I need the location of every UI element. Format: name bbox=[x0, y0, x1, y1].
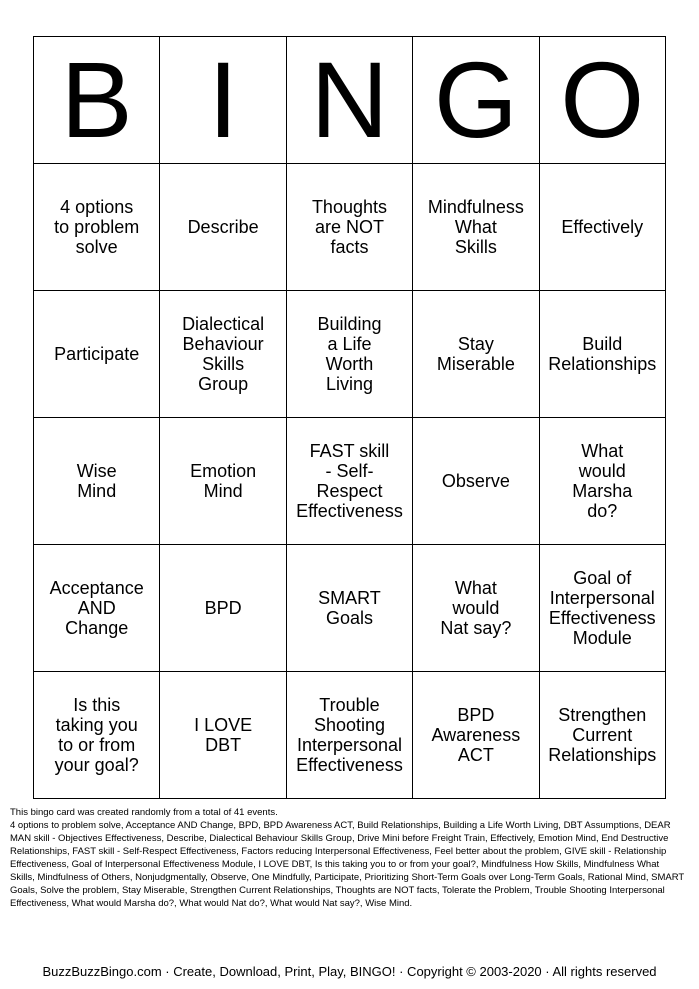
bingo-cell-line: Miserable bbox=[436, 354, 515, 374]
bingo-cell bbox=[413, 164, 539, 291]
bingo-cell bbox=[34, 672, 160, 799]
bingo-cell-line: Effectiveness bbox=[296, 501, 403, 521]
bingo-cell-line: - Self-Respect bbox=[316, 461, 383, 501]
bingo-cell-line: would bbox=[452, 598, 500, 618]
bingo-cell bbox=[34, 545, 160, 672]
bingo-cell-line: Participate bbox=[54, 344, 140, 364]
bingo-cell-line: solve bbox=[75, 237, 118, 257]
bingo-cell-line: Relationships bbox=[548, 745, 657, 765]
bingo-cell-line: would bbox=[578, 461, 626, 481]
bingo-cell bbox=[286, 291, 412, 418]
bingo-cell bbox=[160, 418, 286, 545]
footnote-summary: This bingo card was created randomly from a total of 41 events. bbox=[10, 807, 278, 818]
bingo-cell-line: a Life bbox=[327, 334, 372, 354]
bingo-cell-line: Build bbox=[582, 334, 623, 354]
bingo-cell-line: Module bbox=[572, 628, 632, 648]
bingo-cell-line: Mindfulness bbox=[427, 197, 524, 217]
header-letter-g: G bbox=[413, 37, 539, 164]
bingo-cell-line: your goal? bbox=[54, 755, 139, 775]
bingo-row-3 bbox=[34, 418, 666, 545]
bingo-cell bbox=[34, 418, 160, 545]
bingo-cell-line: BPD bbox=[457, 705, 495, 725]
bingo-cell-line: I LOVE bbox=[194, 715, 253, 735]
bingo-cell-line: Shooting bbox=[313, 715, 385, 735]
bingo-row-2 bbox=[34, 291, 666, 418]
bingo-cell bbox=[286, 418, 412, 545]
bingo-cell-line: to or from bbox=[58, 735, 136, 755]
bingo-cell bbox=[539, 418, 665, 545]
bingo-row-1 bbox=[34, 164, 666, 291]
bingo-cell-line: Behaviour bbox=[182, 334, 264, 354]
bingo-cell-line: are NOT bbox=[314, 217, 384, 237]
bingo-cell-line: taking you bbox=[55, 715, 138, 735]
bingo-cell-line: Living bbox=[325, 374, 373, 394]
bingo-cell bbox=[539, 164, 665, 291]
bingo-cell-line: Goals bbox=[325, 608, 373, 628]
bingo-cell-line: Mind bbox=[77, 481, 117, 501]
bingo-cell-line: Goal of bbox=[573, 568, 632, 588]
bingo-cell bbox=[413, 672, 539, 799]
bingo-cell-line: to problem bbox=[54, 217, 140, 237]
bingo-cell-line: Emotion bbox=[190, 461, 257, 481]
bingo-cell-line: Skills bbox=[202, 354, 245, 374]
bingo-cell bbox=[34, 164, 160, 291]
bingo-cell-line: What bbox=[454, 217, 497, 237]
bingo-cell-line: Is this bbox=[73, 695, 121, 715]
bingo-cell-line: Group bbox=[198, 374, 249, 394]
bingo-cell bbox=[160, 291, 286, 418]
bingo-cell-line: Effectiveness bbox=[296, 755, 403, 775]
bingo-cell bbox=[286, 672, 412, 799]
bingo-cell-line: SMART bbox=[318, 588, 381, 608]
bingo-cell-line: Relationships bbox=[548, 354, 657, 374]
bingo-cell-line: Interpersonal bbox=[549, 588, 655, 608]
bingo-cell bbox=[539, 672, 665, 799]
copyright-line: BuzzBuzzBingo.com · Create, Download, Print, Play, BINGO! · Copyright © 2003-2020 · All rights reserved bbox=[42, 964, 657, 979]
bingo-cell-line: Worth bbox=[325, 354, 374, 374]
bingo-cell-line: Strengthen bbox=[558, 705, 647, 725]
bingo-cell bbox=[160, 672, 286, 799]
bingo-cell-line: Describe bbox=[187, 217, 259, 237]
bingo-cell bbox=[286, 545, 412, 672]
bingo-cell-line: Acceptance bbox=[49, 578, 144, 598]
bingo-cell bbox=[160, 545, 286, 672]
bingo-cell-line: Nat say? bbox=[440, 618, 512, 638]
bingo-cell-line: Change bbox=[65, 618, 129, 638]
header-letter-i: I bbox=[160, 37, 286, 164]
bingo-cell-line: Stay bbox=[457, 334, 494, 354]
bingo-cell bbox=[539, 545, 665, 672]
bingo-cell-line: Effectiveness bbox=[548, 608, 656, 628]
bingo-cell bbox=[539, 291, 665, 418]
bingo-cell-line: FAST skill bbox=[309, 441, 390, 461]
bingo-cell-line: Current bbox=[572, 725, 633, 745]
bingo-cell-line: Skills bbox=[454, 237, 497, 257]
bingo-cell-line: do? bbox=[587, 501, 618, 521]
header-letter-o: O bbox=[539, 37, 665, 164]
bingo-cell bbox=[413, 545, 539, 672]
bingo-cell-line: Awareness bbox=[431, 725, 521, 745]
header-letter-b: B bbox=[34, 37, 160, 164]
bingo-cell-line: DBT bbox=[205, 735, 242, 755]
header-letter-n: N bbox=[286, 37, 412, 164]
bingo-cell bbox=[413, 418, 539, 545]
bingo-cell bbox=[160, 164, 286, 291]
bingo-cell-line: BPD bbox=[204, 598, 242, 618]
bingo-cell-line: Dialectical bbox=[182, 314, 265, 334]
bingo-card bbox=[33, 36, 666, 799]
bingo-cell-line: Observe bbox=[441, 471, 510, 491]
bingo-cell bbox=[413, 291, 539, 418]
bingo-cell-line: Effectively bbox=[561, 217, 644, 237]
footnote-event-list: 4 options to problem solve, Acceptance AND Change, BPD, BPD Awareness ACT, Build Relationships, Building a Life Worth Living, DBT Assumptions, DEAR MAN skill - Objectives Effectiveness, Describe, Dialectical Behaviour Skills Group, Drive Mini before Freight Train, Effectively, Emotion Mind, End Destructive Relationships, FAST skill - Self-Respect Effectiveness, Factors reducing Interpersonal Effectiveness, Feel better about the problem, GIVE skill - Relationship Effectiveness, Goal of Interpersonal Effectiveness Module, I LOVE DBT, Is this taking you to or from your goal?, Mindfulness How Skills, Mindfulness What Skills, Mindfulness of Others, Nonjudgmentally, Observe, One Mindfully, Participate, Prioritizing Short-Term Goals over Long-Term Goals, Rational Mind, SMART Goals, Solve the problem, Stay Miserable, Strengthen Current Relationships, Thoughts are NOT facts, Tolerate the Problem, Trouble Shooting Interpersonal Effectiveness, What would Marsha do?, What would Nat do?, What would Nat say?, Wise Mind. bbox=[10, 820, 685, 909]
bingo-cell-line: Building bbox=[317, 314, 382, 334]
bingo-cell bbox=[34, 291, 160, 418]
bingo-cell-line: Interpersonal bbox=[296, 735, 403, 755]
bingo-cell-line: ACT bbox=[457, 745, 494, 765]
bingo-cell-line: Thoughts bbox=[311, 197, 387, 217]
bingo-row-4 bbox=[34, 545, 666, 672]
bingo-row-5 bbox=[34, 672, 666, 799]
bingo-cell-line: facts bbox=[330, 237, 369, 257]
bingo-cell bbox=[286, 164, 412, 291]
bingo-cell-line: Trouble bbox=[319, 695, 380, 715]
bingo-cell-line: What bbox=[581, 441, 624, 461]
bingo-cell-line: AND bbox=[77, 598, 116, 618]
bingo-cell-line: 4 options bbox=[60, 197, 134, 217]
bingo-cell-line: Mind bbox=[203, 481, 243, 501]
bingo-header-row bbox=[34, 37, 666, 164]
bingo-cell-line: What bbox=[454, 578, 497, 598]
bingo-cell-line: Wise bbox=[76, 461, 117, 481]
bingo-cell-line: Marsha bbox=[572, 481, 633, 501]
card-footnote bbox=[10, 806, 685, 910]
